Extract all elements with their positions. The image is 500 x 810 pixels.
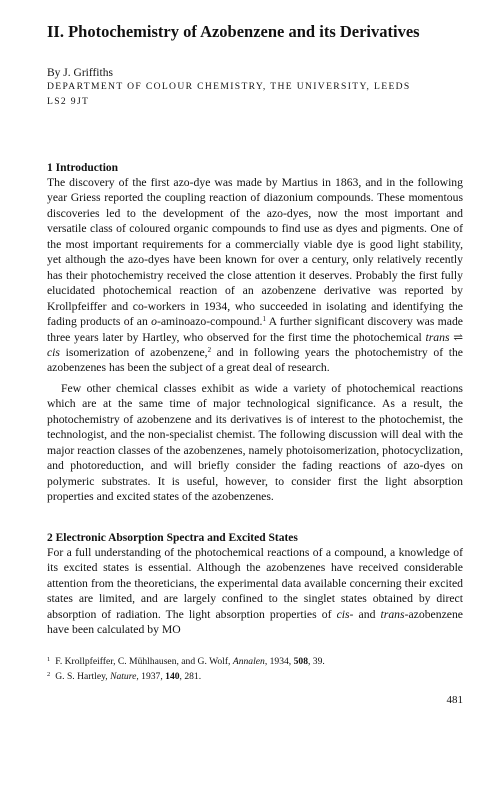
footnote-2: $^2$ G. S. Hartley, Nature, 1937, 140, 281. <box>47 670 202 682</box>
footnotes <box>47 654 463 683</box>
absorption-paragraph-1: For a full understanding of the photochemical reactions of a compound, a knowledge of its excited states is essential. Although the azobenzenes have received considerable attention from the theoreticians, the experimental data available concerning their excited states are limited, and are largely confined to the singlet states obtained by direct absorption of radiation. The light absorption properties of cis- and trans-azobenzene have been calculated by MO <box>47 546 463 637</box>
page-number: 481 <box>446 694 463 706</box>
equilibrium-arrow: ⇌ <box>449 330 464 344</box>
affiliation <box>47 80 463 109</box>
intro-paragraph-1: The discovery of the first azo-dye was made by Martius in 1863, and in the following year Griess reported the coupling reaction of diazonium compounds. These momentous discoveries led to the development of the azo-dyes, now the most important and versatile class of coloured organic compounds to find use as dyes and pigments. One of the most important requirements for a commercially viable dye is good light stability, yet although the azo-dyes have been known for over a century, only relatively recently has their photochemistry received the close attention it deserves. Probably the first fully elucidated photochemical reaction of an azobenzene derivative was reported by Krollpfeiffer and co-workers in 1934, who succeeded in isolating and identifying the fading products of an o-aminoazo-compound.$^1$ A further significant discovery was made three years later by Hartley, who observed for the first time the photochemical trans ⇌ cis isomerization of azobenzene,$^2$ and in following years the photochemistry of the azobenzenes has been the subject of a great deal of research. <box>47 176 464 375</box>
section-heading-introduction: 1 Introduction <box>47 162 119 174</box>
affiliation-line-2: LS2 9JT <box>47 95 90 107</box>
affiliation-line-1: DEPARTMENT OF COLOUR CHEMISTRY, THE UNIVERSITY, LEEDS <box>47 81 411 92</box>
author-line: By J. Griffiths <box>47 67 113 79</box>
intro-paragraph-2: Few other chemical classes exhibit as wide a variety of photochemical reactions which are at the same time of major technological significance. As a result, the photochemistry of azobenzene and its derivatives is of interest to the photochemist, the technologist, and the non-specialist chemist. The following discussion will deal with the major reaction classes of the azobenzenes, namely photoisomerization, photocyclization, and photoreduction, and will briefly consider the fading reactions of azo-dyes on polymeric substrates. It is useful, however, to consider first the light absorption properties and excited states of the azobenzenes. <box>47 382 463 504</box>
section-heading-absorption: 2 Electronic Absorption Spectra and Excited States <box>47 532 298 544</box>
article-title: II. Photochemistry of Azobenzene and its Derivatives <box>47 22 420 41</box>
footnote-1: $^1$ F. Krollpfeiffer, C. Mühlhausen, and G. Wolf, Annalen, 1934, 508, 39. <box>47 656 325 667</box>
reference-marker-2: 2 <box>207 345 212 354</box>
reference-marker-1: 1 <box>262 315 266 324</box>
